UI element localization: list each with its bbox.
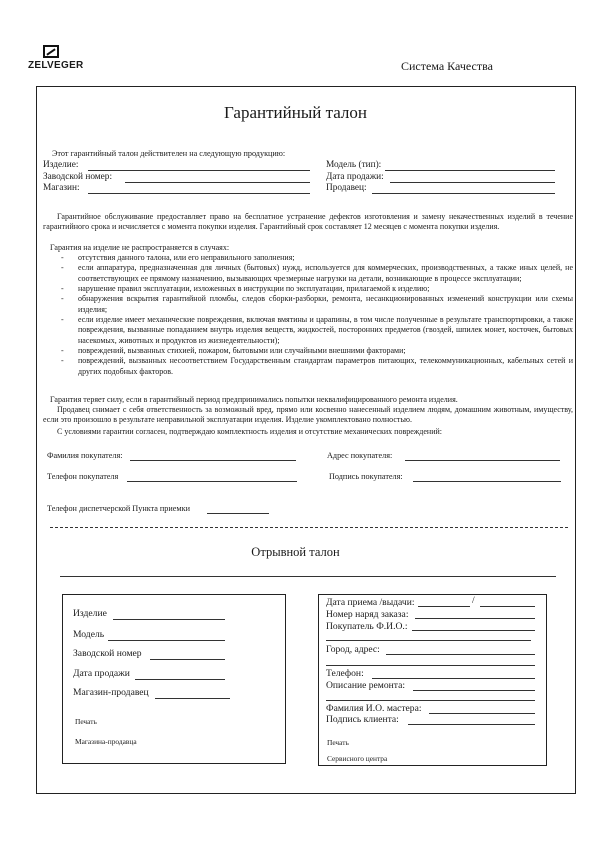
page-title: Гарантийный талон: [224, 103, 367, 122]
service-customer-label: Покупатель Ф.И.О.:: [326, 621, 408, 632]
service-repair-label: Описание ремонта:: [326, 680, 406, 691]
coupon-product-label: Изделие: [73, 608, 107, 619]
list-item: - отсутствия данного талона, или его неправильного заполнения;: [43, 253, 573, 263]
buyer-address-line[interactable]: [405, 460, 560, 461]
coupon-model-label: Модель: [73, 629, 105, 640]
list-item: - повреждений, вызванных стихией, пожаром, бытовыми или случайными внешними факторами;: [43, 346, 573, 356]
list-item: - если аппаратура, предназначенная для личных (бытовых) нужд, используется для коммерческих, производственных, а также иных целей, не соответствующих ее прямому назначению, вызывающих чрезмерные нагрузки на детали, возникающие в процессе эксплуатации;: [43, 263, 573, 284]
service-order-label: Номер наряд заказа:: [326, 609, 409, 620]
repair-description-line-2[interactable]: [326, 700, 535, 701]
zelveger-logo-icon: [43, 45, 59, 58]
address-line-2[interactable]: [326, 665, 535, 666]
buyer-signature-label: Подпись покупателя:: [329, 472, 403, 481]
cut-line: [50, 527, 568, 528]
service-address-label: Город, адрес:: [326, 644, 380, 655]
intro-text: Этот гарантийный талон действителен на следующую продукцию:: [52, 149, 286, 158]
seller-line[interactable]: [372, 193, 555, 194]
coupon-sale-date-label: Дата продажи: [73, 668, 130, 679]
buyer-address-label: Адрес покупателя:: [327, 451, 393, 460]
coupon-seller-label: Магазин-продавец: [73, 687, 149, 698]
agreement-paragraph: С условиями гарантии согласен, подтверждаю комплектность изделия и отсутствие механических повреждений:: [57, 427, 442, 436]
coupon-sale-date-line[interactable]: [135, 679, 225, 680]
accept-date-line[interactable]: [418, 606, 470, 607]
buyer-signature-line[interactable]: [413, 481, 561, 482]
exclusions-intro: Гарантия на изделие не распространяется в случаях:: [50, 243, 230, 252]
order-number-line[interactable]: [415, 618, 535, 619]
buyer-surname-label: Фамилия покупателя:: [47, 451, 123, 460]
warranty-terms-paragraph: Гарантийное обслуживание предоставляет право на бесплатное устранение дефектов изготовления и замену некачественных изделий в течение гарантийного срока и исчисляется с момента покупки изделия. Гарантийный срок составляет 12 месяцев с момента покупки изделия.: [43, 212, 573, 232]
liability-paragraph: Продавец снимает с себя ответственность за возможный вред, прямо или косвенно нанесенный изделием людям, домашним животным, имуществу, если это произошло в результате неправильной эксплуатации изделия. Изделие укомплектовано полностью.: [43, 405, 573, 425]
exclusions-list: [43, 253, 573, 377]
serial-line[interactable]: [125, 182, 310, 183]
sale-date-label: Дата продажи:: [326, 172, 384, 182]
quality-system-label: Система Качества: [401, 59, 493, 73]
buyer-phone-line[interactable]: [127, 481, 297, 482]
client-signature-line[interactable]: [408, 724, 535, 725]
model-label: Модель (тип):: [326, 160, 382, 170]
buyer-surname-line[interactable]: [130, 460, 296, 461]
service-signature-label: Подпись клиента:: [326, 714, 399, 725]
service-stamp-owner-label: Сервисного центра: [327, 754, 388, 763]
service-stamp-label: Печать: [327, 738, 349, 747]
serial-label: Заводской номер:: [43, 172, 113, 182]
coupon-product-line[interactable]: [113, 619, 225, 620]
tear-off-title: Отрывной талон: [251, 545, 340, 559]
product-label: Изделие:: [43, 160, 79, 170]
repair-description-line[interactable]: [413, 690, 535, 691]
service-master-label: Фамилия И.О. мастера:: [326, 703, 422, 714]
customer-name-line[interactable]: [412, 630, 535, 631]
coupon-serial-line[interactable]: [150, 659, 225, 660]
service-accept-date-label: Дата приема /выдачи:: [326, 597, 415, 608]
seller-label: Продавец:: [326, 183, 367, 193]
service-phone-label: Телефон:: [326, 668, 364, 679]
list-item: - обнаружения вскрытия гарантийной пломбы, следов сборки-разборки, ремонта, несанкционированных изменений конструкции или схемы изделия;: [43, 294, 573, 315]
dispatcher-phone-label: Телефон диспетчерской Пункта приемки: [47, 504, 190, 513]
void-paragraph: Гарантия теряет силу, если в гарантийный период предпринимались попытки неквалифицированного ремонта изделия.: [50, 395, 458, 404]
list-item: - нарушение правил эксплуатации, изложенных в инструкции по эксплуатации, прилагаемой к изделию;: [43, 284, 573, 294]
product-line[interactable]: [88, 170, 310, 171]
list-item: - повреждений, вызванных несоответствием Государственным стандартам параметров питающих, телекоммуникационных, кабельных сетей и других подобных факторов.: [43, 356, 573, 377]
sale-date-line[interactable]: [390, 182, 555, 183]
coupon-seller-line[interactable]: [155, 698, 230, 699]
list-item: - если изделие имеет механические повреждения, включая вмятины и царапины, в том числе полученные в результате транспортировки, а также повреждения, вызванные попаданием внутрь изделия веществ, жидкостей, посторонних предметов (гвоздей, шпилек монет, косточек, бытовых насекомых, животных и продуктов из жизнедеятельности);: [43, 315, 573, 346]
release-date-line[interactable]: [480, 606, 535, 607]
coupon-serial-label: Заводской номер: [73, 648, 142, 659]
coupon-model-line[interactable]: [108, 640, 225, 641]
service-phone-line[interactable]: [372, 678, 535, 679]
brand-logo-text: ZELVEGER: [28, 60, 84, 71]
tear-off-divider: [60, 576, 556, 577]
master-name-line[interactable]: [429, 713, 535, 714]
store-line[interactable]: [88, 193, 310, 194]
stamp-owner-label: Магазина-продавца: [75, 737, 137, 746]
stamp-label: Печать: [75, 717, 97, 726]
date-slash: /: [472, 595, 475, 606]
address-line[interactable]: [386, 654, 535, 655]
dispatcher-phone-line[interactable]: [207, 513, 269, 514]
store-label: Магазин:: [43, 183, 80, 193]
model-line[interactable]: [385, 170, 555, 171]
buyer-phone-label: Телефон покупателя: [47, 472, 119, 481]
customer-name-line-2[interactable]: [326, 640, 531, 641]
